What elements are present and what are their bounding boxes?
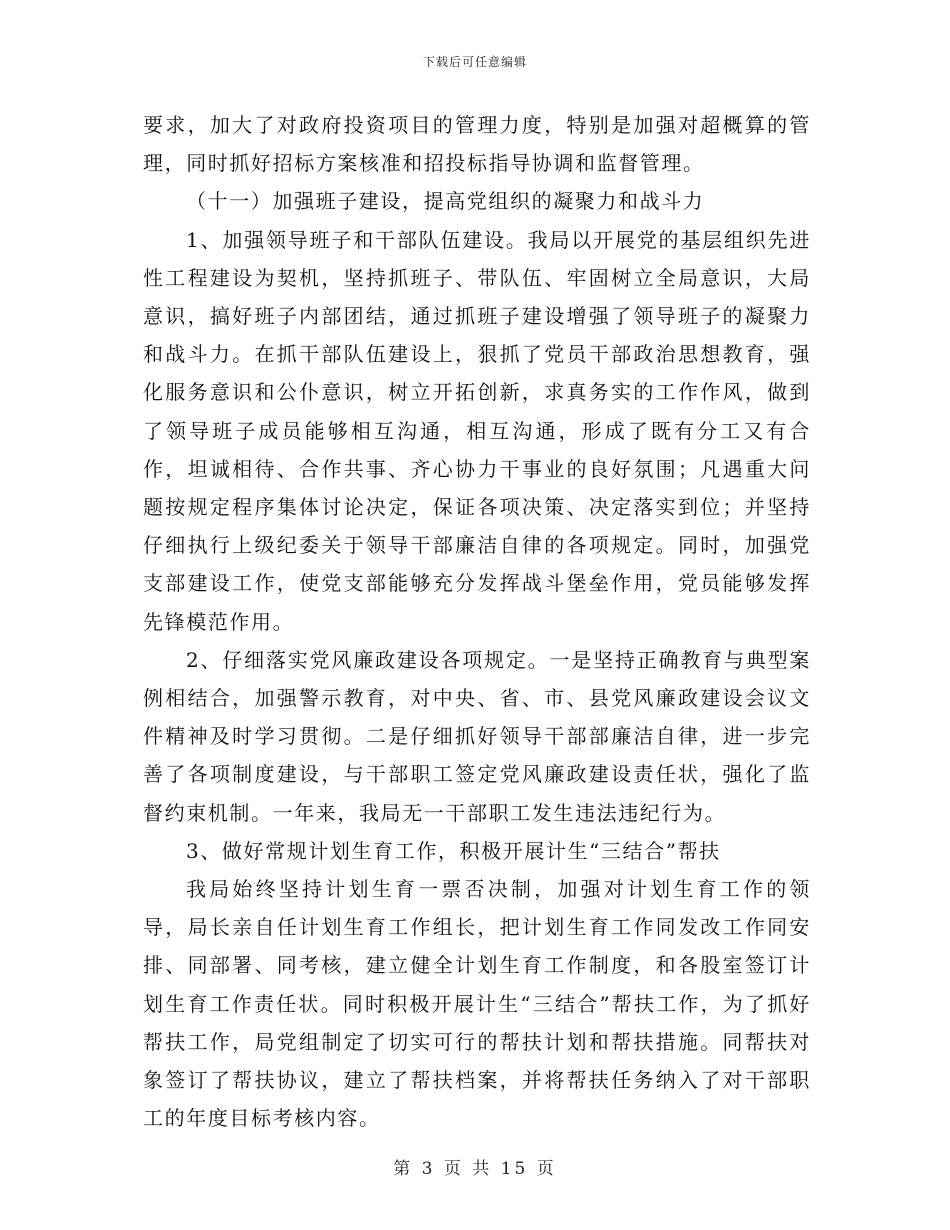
section-heading-11: （十一）加强班子建设，提高党组织的凝聚力和战斗力 bbox=[186, 189, 705, 214]
page-header: 下载后可任意编辑 bbox=[422, 55, 527, 69]
paragraph-continuation: 要求，加大了对政府投资项目的管理力度，特别是加强对超概算的管理，同时抓好招标方案核准和招投标指导协调和监督管理。 bbox=[143, 113, 811, 176]
paragraph-family-planning: 我局始终坚持计划生育一票否决制，加强对计划生育工作的领导，局长亲自任计划生育工作组长，把计划生育工作同发改工作同安排、同部署、同考核，建立健全计划生育工作制度，和各股室签订计划生育工作责任状。同时积极开展计生“三结合”帮扶工作，为了抓好帮扶工作，局党组制定了切实可行的帮扶计划和帮扶措施。同帮扶对象签订了帮扶协议，建立了帮扶档案，并将帮扶任务纳入了对干部职工的年度目标考核内容。 bbox=[143, 877, 811, 1131]
subheading-family-planning: 3、做好常规计划生育工作，积极开展计生“三结合”帮扶 bbox=[186, 838, 721, 863]
page-footer-page-number: 第 3 页 共 15 页 bbox=[393, 1159, 557, 1179]
paragraph-integrity-rules: 2、仔细落实党风廉政建设各项规定。一是坚持正确教育与典型案例相结合，加强警示教育，对中央、省、市、县党风廉政建设会议文件精神及时学习贯彻。二是仔细抓好领导干部部廉洁自律，进一步完善了各项制度建设，与干部职工签定党风廉政建设责任状，强化了监督约束机制。一年来，我局无一干部职工发生违法违纪行为。 bbox=[143, 647, 811, 825]
document-body bbox=[143, 106, 811, 1137]
paragraph-leadership-building: 1、加强领导班子和干部队伍建设。我局以开展党的基层组织先进性工程建设为契机，坚持抓班子、带队伍、牢固树立全局意识，大局意识，搞好班子内部团结，通过抓班子建设增强了领导班子的凝聚力和战斗力。在抓干部队伍建设上，狠抓了党员干部政治思想教育，强化服务意识和公仆意识，树立开拓创新，求真务实的工作作风，做到了领导班子成员能够相互沟通，相互沟通，形成了既有分工又有合作，坦诚相待、合作共事、齐心协力干事业的良好氛围；凡遇重大问题按规定程序集体讨论决定，保证各项决策、决定落实到位；并坚持仔细执行上级纪委关于领导干部廉洁自律的各项规定。同时，加强党支部建设工作，使党支部能够充分发挥战斗堡垒作用，党员能够发挥先锋模范作用。 bbox=[143, 227, 811, 634]
